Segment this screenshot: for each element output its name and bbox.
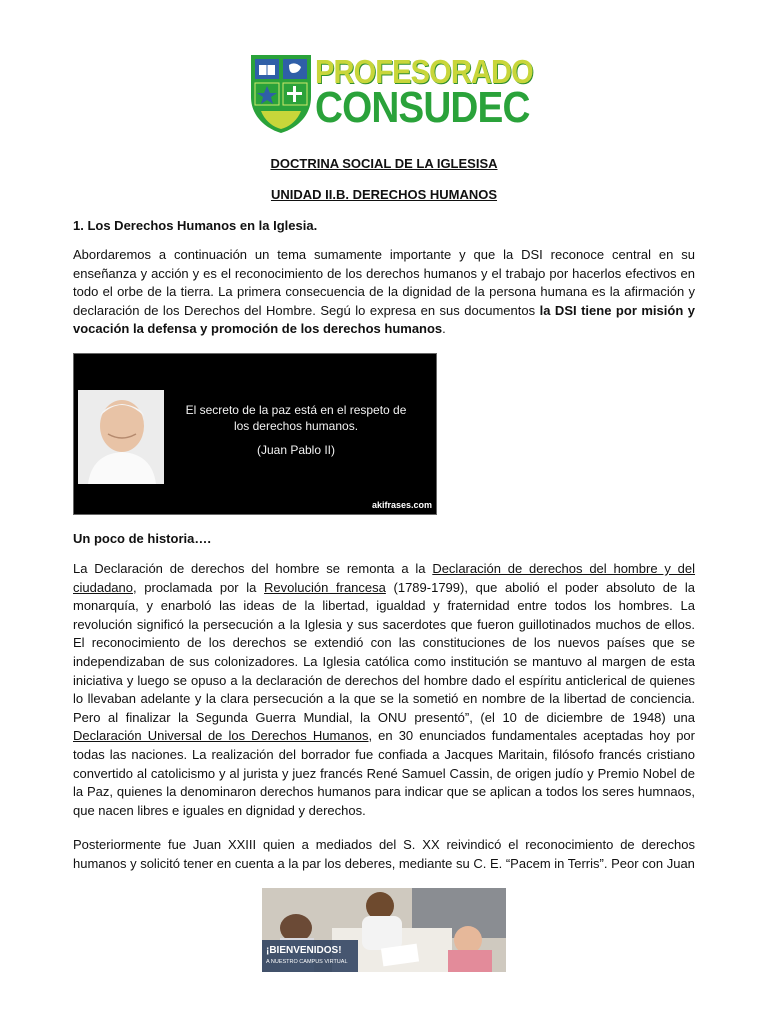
unit-title: UNIDAD II.B. DERECHOS HUMANOS	[270, 187, 498, 202]
section-heading: 1. Los Derechos Humanos en la Iglesia.	[73, 218, 318, 233]
pope-portrait	[78, 390, 164, 484]
welcome-title: ¡BIENVENIDOS!	[266, 945, 342, 956]
quote-text: El secreto de la paz está en el respeto de los derechos humanos.	[185, 403, 407, 433]
quote-source: akifrases.com	[371, 500, 432, 510]
intro-end: .	[442, 321, 446, 337]
quote-image	[73, 353, 437, 515]
link-declaracion-ciudadano[interactable]: Declaración de derechos del hombre y del ciudadano	[73, 561, 696, 595]
history-heading: Un poco de historia….	[73, 531, 211, 546]
intro-bold-text: la DSI tiene por misión y vocación la defensa y promoción de los derechos humanos	[73, 302, 695, 337]
history-paragraph	[73, 560, 695, 820]
logo-line1: PROFESORADO	[315, 53, 533, 90]
shield-crest-icon	[249, 53, 313, 135]
quote-author: (Juan Pablo II)	[256, 443, 336, 457]
history-text-a: La Declaración de derechos del hombre se remonta a la	[73, 561, 433, 576]
intro-paragraph	[73, 246, 695, 339]
campus-banner-image	[262, 888, 506, 972]
link-declaracion-universal[interactable]: Declaración Universal de los Derechos Humanos	[73, 728, 369, 744]
logo-wordmark	[315, 55, 563, 130]
closing-paragraph: Posteriormente fue Juan XXIII quien a mediados del S. XX reivindicó el reconocimiento de derechos humanos y solicitó tener en cuenta a la par los deberes, mediante su C. E. “Pacem in Terris”. Peor con Juan	[73, 837, 695, 871]
history-text-b: , proclamada por la	[133, 579, 265, 595]
intro-text: Abordaremos a continuación un tema sumamente importante y que la DSI reconoce central en su enseñanza y acción y es el reconocimiento de los derechos humanos y el trabajo por hacerlos efectivos en todo el orbe de la tierra. La primera consecuencia de la dignidad de la persona humana es la afirmación y declaración de los Derechos del Hombre. Segú lo expresa en sus documentos	[73, 247, 695, 318]
link-revolucion-francesa[interactable]: Revolución francesa	[264, 579, 386, 595]
welcome-subtitle: A NUESTRO CAMPUS VIRTUAL	[266, 959, 348, 965]
document-title: DOCTRINA SOCIAL DE LA IGLESISA	[270, 156, 498, 171]
logo-line2: CONSUDEC	[315, 83, 530, 132]
history-text-d: , en 30 enunciados fundamentales aceptadas hoy por todas las naciones. La realización del borrador fue confiada a Jacques Maritain, filósofo francés cristiano convertido al catolicismo y al jurista y juez francés René Samuel Cassin, de origen judío y Premio Nobel de la Paz, quienes la denominaron derechos humanos para indicar que se aplican a todos los seres humnaos, que nacen libres e iguales en dignidad y derechos.	[73, 728, 695, 818]
consudec-logo	[249, 53, 533, 135]
welcome-badge	[262, 940, 358, 972]
history-text-c: (1789-1799), que abolió el poder absoluto de la monarquía, y enarboló las ideas de la libertad, igualdad y fraternidad entre todos los hombres. La revolución significó la persecución a la Iglesia y sus sacerdotes que fueron guillotinados muchos de ellos. El reconocimiento de los derechos se extendió con las constituciones de los nuevos países que se independizaban de sus colonizadores. La Iglesia católica como institución se mantuvo al margen de esta iniciativa y luego se opuso a la declaración de derechos del hombre dado el espíritu anticlerical de quienes lo llevaban adelante y la clara persecución a la que se la sometió en nombre de la libertad de conciencia. Pero al finalizar la Segunda Guerra Mundial, la ONU presentó”, (el 10 de diciembre de 1948) una	[73, 579, 695, 725]
